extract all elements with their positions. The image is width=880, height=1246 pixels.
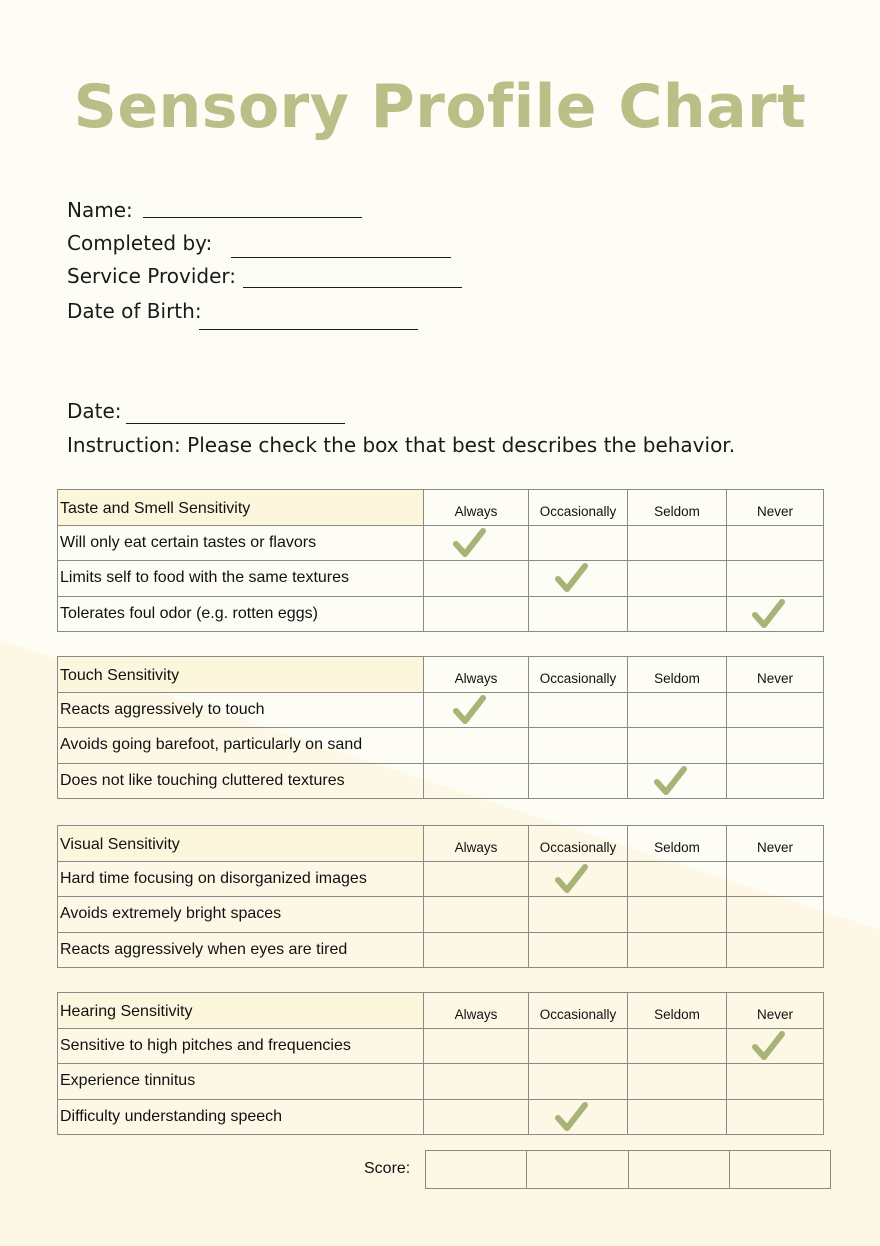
column-header-occasionally: Occasionally: [529, 657, 628, 693]
item-label: Avoids extremely bright spaces: [58, 897, 424, 933]
item-label: Reacts aggressively to touch: [58, 692, 424, 728]
section-table-2: [57, 656, 824, 799]
checkbox-cell-occasionally[interactable]: [529, 1064, 628, 1100]
section-header-row: [58, 993, 824, 1029]
section-header-row: [58, 826, 824, 862]
section-table-3: [57, 825, 824, 968]
checkbox-cell-seldom[interactable]: [628, 728, 727, 764]
checkmark-icon: [751, 597, 787, 631]
checkbox-cell-always[interactable]: [424, 932, 529, 968]
checkbox-cell-seldom[interactable]: [628, 561, 727, 597]
checkbox-cell-seldom[interactable]: [628, 897, 727, 933]
checkbox-cell-seldom[interactable]: [628, 596, 727, 632]
item-label: Limits self to food with the same textures: [58, 561, 424, 597]
checkbox-cell-never[interactable]: [727, 932, 824, 968]
score-label: Score:: [364, 1160, 411, 1177]
checkbox-cell-never[interactable]: [727, 525, 824, 561]
checkbox-cell-occasionally[interactable]: [529, 728, 628, 764]
checkbox-cell-occasionally[interactable]: [529, 932, 628, 968]
score-cell-always[interactable]: [426, 1151, 527, 1189]
section-table-4: [57, 992, 824, 1135]
column-header-seldom: Seldom: [628, 826, 727, 862]
table-row: [58, 897, 824, 933]
date-input-line[interactable]: [126, 423, 345, 424]
service-provider-input-line[interactable]: [243, 287, 462, 288]
date-of-birth-field: [67, 299, 427, 329]
column-header-occasionally: Occasionally: [529, 826, 628, 862]
checkbox-cell-always[interactable]: [424, 1099, 529, 1135]
date-of-birth-label: Date of Birth:: [67, 299, 202, 323]
item-label: Experience tinnitus: [58, 1064, 424, 1100]
item-label: Reacts aggressively when eyes are tired: [58, 932, 424, 968]
table-row: [58, 1099, 824, 1135]
name-input-line[interactable]: [143, 217, 362, 218]
completed-by-field: [67, 231, 457, 261]
score-cell-occasionally[interactable]: [527, 1151, 628, 1189]
column-header-always: Always: [424, 490, 529, 526]
name-field: [67, 198, 367, 228]
item-label: Will only eat certain tastes or flavors: [58, 525, 424, 561]
item-label: Hard time focusing on disorganized images: [58, 861, 424, 897]
checkbox-cell-seldom[interactable]: [628, 1064, 727, 1100]
checkbox-cell-always[interactable]: [424, 1028, 529, 1064]
column-header-never: Never: [727, 826, 824, 862]
checkbox-cell-occasionally[interactable]: [529, 692, 628, 728]
service-provider-field: [67, 264, 467, 294]
checkbox-cell-always[interactable]: [424, 897, 529, 933]
checkbox-cell-never[interactable]: [727, 1099, 824, 1135]
section-heading: Hearing Sensitivity: [58, 993, 424, 1029]
table-row: [58, 561, 824, 597]
checkbox-cell-never[interactable]: [727, 1064, 824, 1100]
table-row: [58, 525, 824, 561]
table-row: [58, 1064, 824, 1100]
column-header-always: Always: [424, 826, 529, 862]
table-row: [58, 596, 824, 632]
checkmark-icon: [554, 561, 590, 595]
checkbox-cell-occasionally[interactable]: [529, 596, 628, 632]
item-label: Sensitive to high pitches and frequencies: [58, 1028, 424, 1064]
item-label: Difficulty understanding speech: [58, 1099, 424, 1135]
checkbox-cell-never[interactable]: [727, 692, 824, 728]
date-field: [67, 399, 357, 429]
column-header-seldom: Seldom: [628, 490, 727, 526]
column-header-never: Never: [727, 657, 824, 693]
date-of-birth-input-line[interactable]: [199, 329, 418, 330]
table-row: [58, 1028, 824, 1064]
name-label: Name:: [67, 198, 133, 222]
checkbox-cell-never[interactable]: [727, 763, 824, 799]
column-header-never: Never: [727, 490, 824, 526]
service-provider-label: Service Provider:: [67, 264, 237, 288]
checkbox-cell-seldom[interactable]: [628, 861, 727, 897]
checkmark-icon: [554, 862, 590, 896]
checkbox-cell-occasionally[interactable]: [529, 763, 628, 799]
checkbox-cell-always[interactable]: [424, 763, 529, 799]
checkmark-icon: [452, 526, 488, 560]
date-label: Date:: [67, 399, 122, 423]
checkbox-cell-never[interactable]: [727, 561, 824, 597]
checkbox-cell-occasionally[interactable]: [529, 525, 628, 561]
checkmark-icon: [653, 764, 689, 798]
checkmark-icon: [751, 1029, 787, 1063]
column-header-occasionally: Occasionally: [529, 993, 628, 1029]
table-row: [58, 861, 824, 897]
score-cell-seldom[interactable]: [628, 1151, 729, 1189]
checkbox-cell-never[interactable]: [727, 861, 824, 897]
checkbox-cell-never[interactable]: [727, 728, 824, 764]
table-row: [58, 692, 824, 728]
section-table-1: [57, 489, 824, 632]
section-heading: Touch Sensitivity: [58, 657, 424, 693]
section-header-row: [58, 657, 824, 693]
completed-by-input-line[interactable]: [231, 257, 451, 258]
checkbox-cell-seldom[interactable]: [628, 1028, 727, 1064]
column-header-always: Always: [424, 993, 529, 1029]
column-header-seldom: Seldom: [628, 993, 727, 1029]
checkbox-cell-occasionally[interactable]: [529, 897, 628, 933]
table-row: [58, 932, 824, 968]
item-label: Tolerates foul odor (e.g. rotten eggs): [58, 596, 424, 632]
page-title: Sensory Profile Chart: [73, 72, 807, 142]
section-heading: Taste and Smell Sensitivity: [58, 490, 424, 526]
checkbox-cell-seldom[interactable]: [628, 692, 727, 728]
checkbox-cell-always[interactable]: [424, 728, 529, 764]
checkbox-cell-always[interactable]: [424, 596, 529, 632]
column-header-seldom: Seldom: [628, 657, 727, 693]
checkbox-cell-always[interactable]: [424, 1064, 529, 1100]
table-row: [58, 763, 824, 799]
checkbox-cell-never[interactable]: [727, 897, 824, 933]
checkmark-icon: [554, 1100, 590, 1134]
column-header-never: Never: [727, 993, 824, 1029]
section-header-row: [58, 490, 824, 526]
checkmark-icon: [452, 693, 488, 727]
checkbox-cell-seldom[interactable]: [628, 932, 727, 968]
score-cell-never[interactable]: [729, 1151, 830, 1189]
checkbox-cell-seldom[interactable]: [628, 1099, 727, 1135]
section-heading: Visual Sensitivity: [58, 826, 424, 862]
completed-by-label: Completed by:: [67, 231, 213, 255]
item-label: Does not like touching cluttered textures: [58, 763, 424, 799]
column-header-always: Always: [424, 657, 529, 693]
checkbox-cell-occasionally[interactable]: [529, 1028, 628, 1064]
checkbox-cell-seldom[interactable]: [628, 525, 727, 561]
score-table: [425, 1150, 831, 1189]
item-label: Avoids going barefoot, particularly on sand: [58, 728, 424, 764]
column-header-occasionally: Occasionally: [529, 490, 628, 526]
table-row: [58, 728, 824, 764]
checkbox-cell-always[interactable]: [424, 561, 529, 597]
instruction-text: Instruction: Please check the box that best describes the behavior.: [67, 433, 736, 457]
checkbox-cell-always[interactable]: [424, 861, 529, 897]
